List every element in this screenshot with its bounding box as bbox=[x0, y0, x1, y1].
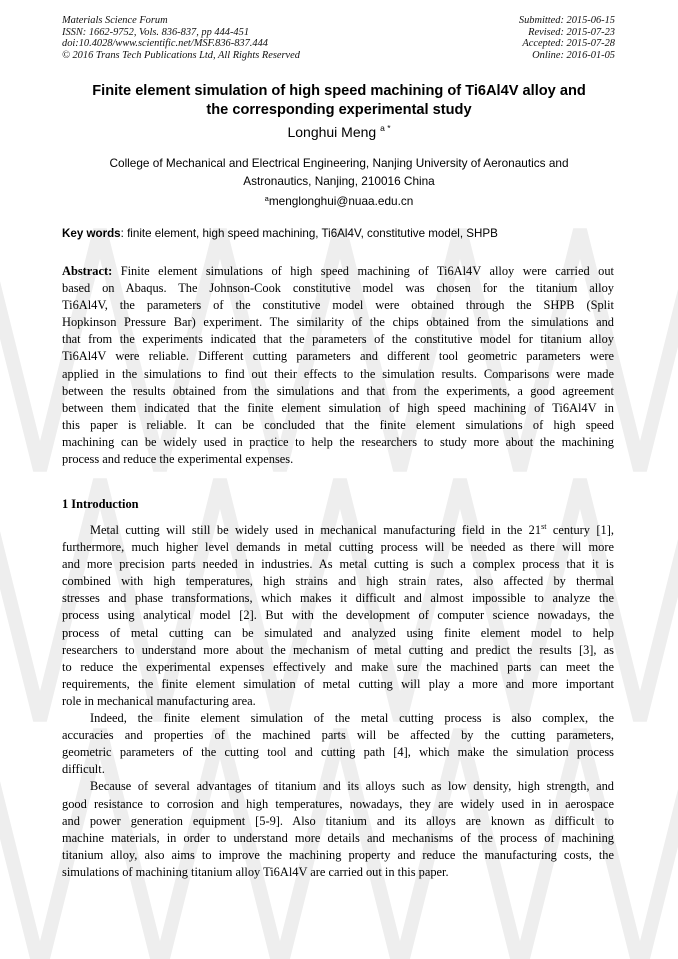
intro-line: stresses and phase transformations, which makes it difficult and almost impossible to analyze the bbox=[62, 591, 614, 606]
abstract-line: between them indicated that the finite element simulation of high speed machining of Ti6Al4V in bbox=[62, 400, 614, 415]
email-mark: a bbox=[264, 194, 269, 204]
copyright-line: © 2016 Trans Tech Publications Ltd, All Rights Reserved bbox=[62, 49, 300, 61]
online-date: Online: 2016-01-05 bbox=[532, 49, 615, 61]
email-line bbox=[60, 190, 618, 210]
issn-line: ISSN: 1662-9752, Vols. 836-837, pp 444-451 bbox=[62, 26, 250, 38]
abstract-line: Ti6Al4V, the parameters of the constitutive model were obtained through the SHPB (Split bbox=[62, 298, 614, 313]
abstract-line: applied in the simulations to find out their effects to the simulation results. Comparisons were made bbox=[62, 366, 614, 381]
keywords-label: Key words bbox=[62, 227, 121, 240]
intro-line: process using analytical model [2]. But with the development of computer science nowadays, the bbox=[62, 608, 614, 623]
abstract-line: Hopkinson Pressure Bar) experiment. The similarity of the chips obtained from the simulations and bbox=[62, 315, 614, 330]
abstract-line: process and reduce the experimental expenses. bbox=[62, 452, 294, 467]
intro-line: machine materials, in order to understand more details and mechanisms of the process of machining bbox=[62, 830, 614, 845]
abstract-line: that from the experiments indicated that the parameters of the constitutive model for titanium alloy bbox=[62, 332, 614, 347]
intro-line: geometric parameters of the cutting tool and cutting path [4], which make the simulation process bbox=[62, 745, 614, 760]
abstract-line: between the results obtained from the simulations and that from the experiments, a good agreement bbox=[62, 383, 614, 398]
affiliation-line: College of Mechanical and Electrical Engineering, Nanjing University of Aeronautics and bbox=[109, 156, 569, 170]
intro-line: role in mechanical manufacturing area. bbox=[62, 693, 256, 708]
intro-line: titanium alloy, also aims to improve the machining property and reduce the manufacturing costs, the bbox=[62, 847, 614, 862]
intro-line: simulations of machining titanium alloy Ti6Al4V are carried out in this paper. bbox=[62, 864, 449, 879]
intro-line: and power generation equipment [5-9]. Also titanium and its alloys are known as difficult to bbox=[62, 813, 614, 828]
journal-name: Materials Science Forum bbox=[62, 15, 168, 26]
keywords-text: : finite element, high speed machining, Ti6Al4V, constitutive model, SHPB bbox=[120, 227, 498, 240]
intro-line: Because of several advantages of titanium and its alloys such as low density, high strength, and bbox=[90, 779, 614, 794]
intro-line: requirements, the finite element simulation of metal cutting will play a more and more important bbox=[62, 676, 614, 691]
intro-line: difficult. bbox=[62, 762, 105, 777]
intro-line: good resistance to corrosion and high temperatures, nowadays, they are widely used in in aerospace bbox=[62, 796, 614, 811]
abstract bbox=[62, 263, 614, 468]
intro-line: Metal cutting will still be widely used in mechanical manufacturing field in the 21st century [1], bbox=[90, 522, 614, 537]
intro-line: and more precision parts needed in industries. As metal cutting is such a complex process that it is bbox=[62, 557, 614, 572]
affiliation bbox=[60, 154, 618, 211]
author-name: Longhui Meng bbox=[287, 124, 377, 140]
intro-line: accuracies and properties of the machined parts will be affected by the cutting parameters, bbox=[62, 728, 614, 743]
abstract-line: Ti6Al4V were reliable. Different cutting parameters and different tool geometric parameters were bbox=[62, 349, 614, 364]
intro-line: Indeed, the finite element simulation of the metal cutting process is also complex, the bbox=[90, 711, 614, 726]
accepted-date: Accepted: 2015-07-28 bbox=[522, 38, 615, 49]
introduction-body bbox=[62, 522, 614, 881]
intro-line: researchers to understand more about the mechanism of metal cutting and predict the results [3], as bbox=[62, 642, 614, 657]
abstract-line: Abstract: Finite element simulations of high speed machining of Ti6Al4V alloy were carried out bbox=[62, 264, 614, 278]
abstract-line: based on Abaqus. The Johnson-Cook constitutive model was chosen for the titanium alloy bbox=[62, 281, 614, 296]
abstract-label: Abstract: bbox=[62, 264, 113, 278]
author-marks: a * bbox=[380, 123, 391, 133]
section-heading: 1 Introduction bbox=[62, 497, 139, 511]
revised-date: Revised: 2015-07-23 bbox=[528, 26, 615, 38]
submission-dates bbox=[519, 15, 615, 61]
abstract-line: machining can be widely used in practice to help the researchers to study more about the machining bbox=[62, 434, 614, 449]
intro-line: combined with high temperatures, high strains and high strain rates, also affected by thermal bbox=[62, 574, 614, 589]
author-email[interactable]: menglonghui@nuaa.edu.cn bbox=[268, 194, 414, 209]
paper-title bbox=[40, 82, 638, 120]
intro-line: to reduce the experimental expenses effectively and make sure the machined parts can meet the bbox=[62, 659, 614, 674]
affiliation-line: Astronautics, Nanjing, 210016 China bbox=[243, 174, 435, 189]
keywords bbox=[62, 227, 498, 240]
abstract-line: this paper is reliable. It can be concluded that the finite element simulations of high speed bbox=[62, 417, 614, 432]
doi-line: doi:10.4028/www.scientific.net/MSF.836-837.444 bbox=[62, 38, 268, 49]
journal-info bbox=[62, 15, 300, 61]
submitted-date: Submitted: 2015-06-15 bbox=[518, 15, 615, 26]
intro-line: process of metal cutting can be simulated and analyzed using finite element model to help bbox=[62, 625, 614, 640]
author-line bbox=[0, 123, 678, 140]
intro-line: furthermore, much higher level demands in metal cutting process will be needed as there will more bbox=[62, 540, 614, 555]
title-line: the corresponding experimental study bbox=[206, 102, 472, 118]
title-line: Finite element simulation of high speed machining of Ti6Al4V alloy and bbox=[92, 83, 586, 99]
